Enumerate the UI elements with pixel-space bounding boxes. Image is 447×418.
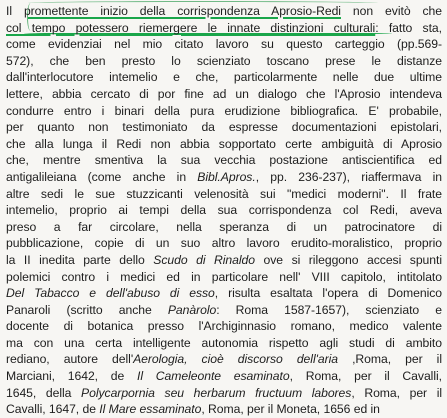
text-line xyxy=(6,3,442,20)
text-line xyxy=(6,302,442,319)
text-line xyxy=(6,169,442,186)
italic-title: Il Cameleonte esaminato xyxy=(137,369,290,384)
highlighted-text: promettente inizio della corrispondenza Aprosio-Redi xyxy=(23,4,341,18)
text-line xyxy=(6,252,442,269)
text-run: , Roma, per il Moneta, 1656 ed in xyxy=(201,402,380,417)
text-run: condurre entro i binari della pura erudizione bibliografica. E' probabile, xyxy=(6,103,442,118)
text-line xyxy=(6,119,442,136)
text-run: pubblicazione, copie di un suo altro lavoro erudito-moralistico, proprio xyxy=(6,236,442,251)
text-line xyxy=(6,318,442,335)
text-line xyxy=(6,86,442,103)
text-line xyxy=(6,136,442,153)
text-line xyxy=(6,103,442,120)
text-run: docente di botanica presso l'Archiginnasio romano, medico valente xyxy=(6,319,442,334)
text-run: , Roma, per il xyxy=(351,385,442,400)
italic-title: Aerologia, cioè discorso dell'aria xyxy=(133,352,339,367)
body-text xyxy=(6,3,442,418)
text-run: : Roma 1587-1657), scienziato e xyxy=(216,302,442,317)
text-run: ove si rileggono accesi spunti xyxy=(255,252,442,267)
italic-title: Panàrolo xyxy=(167,302,217,317)
text-run: antigalileiana (come anche in xyxy=(6,169,198,184)
text-line xyxy=(6,20,442,37)
italic-title: Bibl.Apros. xyxy=(197,169,256,184)
text-line xyxy=(6,235,442,252)
text-line xyxy=(6,401,442,418)
text-run: intemelio, proprio ai tempi della sua corrispondenza col Redi, aveva xyxy=(6,203,442,218)
text-run: 572), che ben presto lo scienziato toscano prese le distanze xyxy=(6,53,442,68)
text-line xyxy=(6,351,442,368)
text-line xyxy=(6,186,442,203)
text-line xyxy=(6,285,442,302)
text-run: lettere, abbia cercato di por fine ad un dialogo che l'Aprosio intendeva xyxy=(6,86,442,101)
text-run: come evidenziai nel mio citato lavoro su questo carteggio (pp.569- xyxy=(6,37,442,52)
text-line xyxy=(6,219,442,236)
highlighted-text: col tempo potessero riemergere le innate distinzioni culturali xyxy=(6,20,376,35)
text-run: che, mentre smentiva la sua vecchia postazione antiscientifica ed xyxy=(6,153,442,168)
text-run: la II inedita parte dello xyxy=(6,252,154,267)
text-line xyxy=(6,335,442,352)
text-run: per quanto non testimoniato da espresse documentazioni epistolari, xyxy=(6,120,442,135)
text-run: polemici contro i medici ed in particolare nell' VIII capitolo, intitolato xyxy=(6,269,442,284)
italic-title: Il Mare essaminato xyxy=(99,402,202,417)
text-run: Cavalli, 1647, de xyxy=(6,402,100,417)
text-run: ma con una certa intelligente autonomia rispetto agli studi di ambito xyxy=(6,335,442,350)
text-run: , pp. 236-237), riaffermava in xyxy=(255,169,442,184)
text-line xyxy=(6,202,442,219)
text-line xyxy=(6,368,442,385)
text-line xyxy=(6,53,442,70)
text-run: Il xyxy=(6,4,24,18)
text-run: preso a far circolare, nella speranza di un patrocinatore di xyxy=(6,219,442,234)
text-run: dall'interlocutore intemelio e che, particolarmente nelle due ultime xyxy=(6,70,442,85)
text-run: altre sedi le sue stuzzicanti velenosità sui "medici moderni". Il frate xyxy=(6,186,442,201)
text-run: Panaroli (scritto anche xyxy=(6,302,168,317)
text-line xyxy=(6,36,442,53)
text-run: rediano, autore dell' xyxy=(6,352,134,367)
text-run: , risulta esaltata l'opera di Domenico xyxy=(214,286,442,301)
text-run: ,Roma, per il xyxy=(338,352,442,367)
italic-title: Polycarpornia seu herbarum fructuum labores xyxy=(81,385,352,400)
text-line xyxy=(6,385,442,402)
text-run: , Roma, per il Cavalli, xyxy=(289,369,442,384)
text-run: non evitò che xyxy=(340,4,442,18)
text-line xyxy=(6,269,442,286)
text-run: 1645, della xyxy=(6,385,82,400)
text-run: : fatto sta, xyxy=(375,20,442,35)
italic-title: Scudo di Rinaldo xyxy=(153,252,256,267)
text-line xyxy=(6,152,442,169)
text-run: Marciani, 1642, de xyxy=(6,369,138,384)
italic-title: Del Tabacco e dell'abuso di esso xyxy=(6,286,215,301)
text-line xyxy=(6,69,442,86)
text-run: che alla lunga il Redi non abbia sopportato certe ambiguità di Aprosio xyxy=(6,136,442,151)
